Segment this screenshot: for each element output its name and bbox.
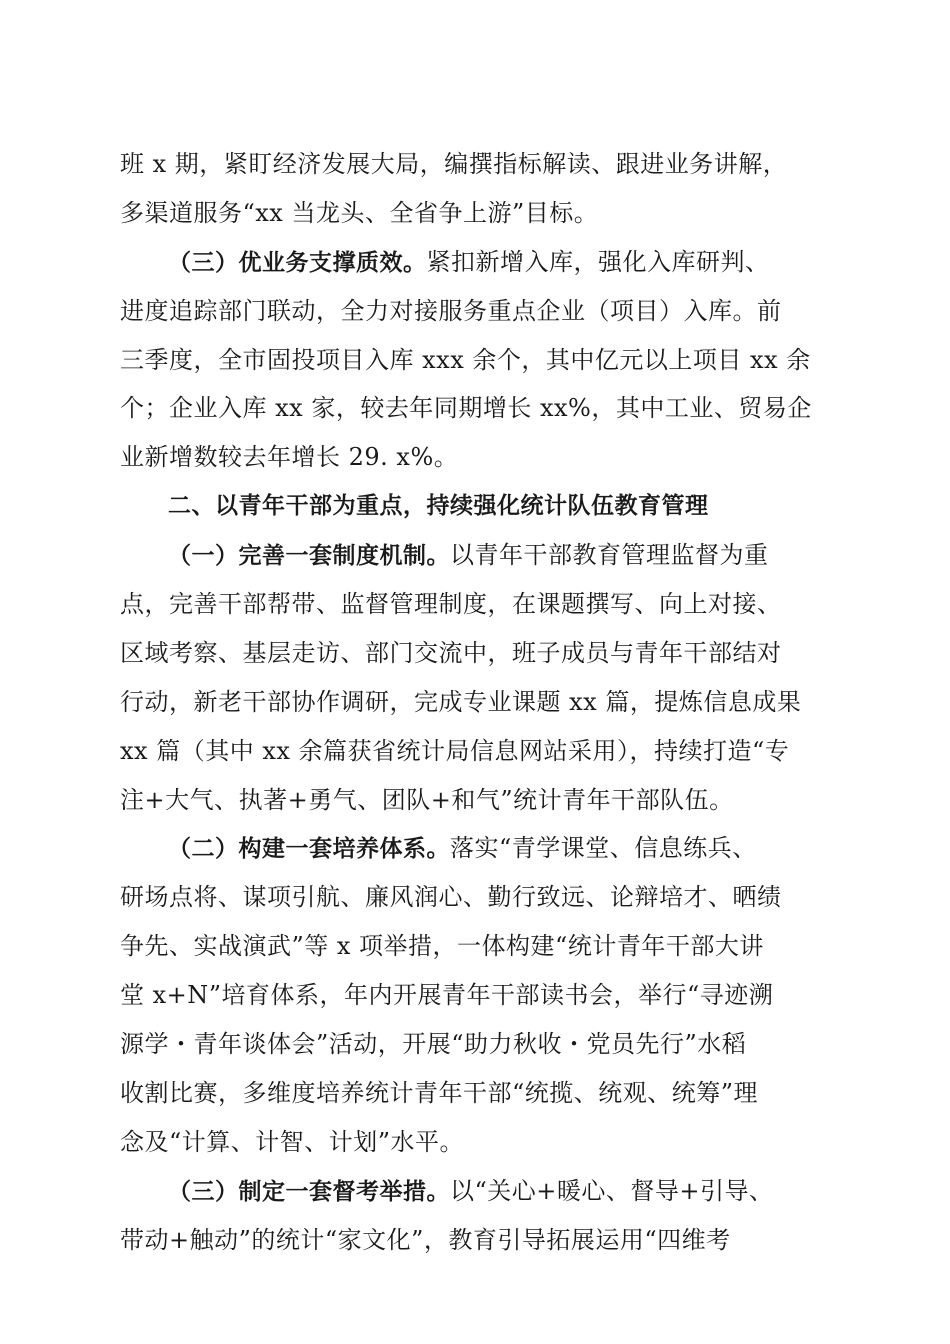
text-line: 进度追踪部门联动，全力对接服务重点企业（项目）入库。前 xyxy=(120,296,782,325)
paragraph-supervision-measures xyxy=(120,1167,832,1265)
text-line: 业新增数较去年增长 29. x%。 xyxy=(120,443,459,472)
text-segment: 以青年干部教育管理监督为重 xyxy=(450,541,769,570)
text-line: 研场点将、谋项引航、廉风润心、勤行致远、论辩培才、晒绩 xyxy=(120,883,782,912)
text-line xyxy=(120,1167,832,1216)
paragraph-business-support xyxy=(120,238,832,482)
text-line: 注+大气、执著+勇气、团队+和气”统计青年干部队伍。 xyxy=(120,785,734,814)
text-line: 堂 x+N”培育体系，年内开展青年干部读书会，举行“寻迹溯 xyxy=(120,981,774,1010)
text-segment: 紧扣新增入库，强化入库研判、 xyxy=(426,247,770,276)
text-line: 区域考察、基层走访、部门交流中，班子成员与青年干部结对 xyxy=(120,638,782,667)
text-line xyxy=(120,531,832,580)
text-line: 三季度，全市固投项目入库 xxx 余个，其中亿元以上项目 xx 余 xyxy=(120,345,811,374)
paragraph-training-system xyxy=(120,824,832,1166)
paragraph-lead: （三）优业务支撑质效。 xyxy=(168,249,427,276)
text-line: 行动，新老干部协作调研，完成专业课题 xx 篇，提炼信息成果 xyxy=(120,687,802,716)
paragraph-system-mechanism xyxy=(120,531,832,824)
text-segment: 落实“青学课堂、信息练兵、 xyxy=(450,834,757,863)
text-line: 源学・青年谈体会”活动，开展“助力秋收・党员先行”水稻 xyxy=(120,1030,747,1059)
paragraph-lead: （一）完善一套制度机制。 xyxy=(168,543,450,570)
document-body xyxy=(120,140,832,1264)
text-line: xx 篇（其中 xx 余篇获省统计局信息网站采用），持续打造“专 xyxy=(120,736,790,765)
section-heading: 二、以青年干部为重点，持续强化统计队伍教育管理 xyxy=(168,493,709,520)
text-line: 个；企业入库 xx 家，较去年同期增长 xx%，其中工业、贸易企 xyxy=(120,394,812,423)
text-line: 点，完善干部帮带、监督管理制度，在课题撰写、向上对接、 xyxy=(120,590,782,619)
text-line xyxy=(120,824,832,873)
paragraph-lead: （二）构建一套培养体系。 xyxy=(168,836,450,863)
text-segment: 以“关心+暖心、督导+引导、 xyxy=(450,1176,774,1205)
paragraph-lead: （三）制定一套督考举措。 xyxy=(168,1178,450,1205)
text-line: 班 x 期，紧盯经济发展大局，编撰指标解读、跟进业务讲解， xyxy=(120,150,788,178)
text-line xyxy=(120,238,832,287)
text-line: 收割比赛，多维度培养统计青年干部“统揽、统观、统筹”理 xyxy=(120,1078,759,1107)
text-line: 念及“计算、计智、计划”水平。 xyxy=(120,1127,465,1156)
text-line: 带动+触动”的统计“家文化”，教育引导拓展运用“四维考 xyxy=(120,1225,731,1254)
intro-paragraph xyxy=(120,140,832,238)
text-line: 多渠道服务“xx 当龙头、全省争上游”目标。 xyxy=(120,198,599,227)
text-line: 争先、实战演武”等 x 项举措，一体构建“统计青年干部大讲 xyxy=(120,932,764,961)
